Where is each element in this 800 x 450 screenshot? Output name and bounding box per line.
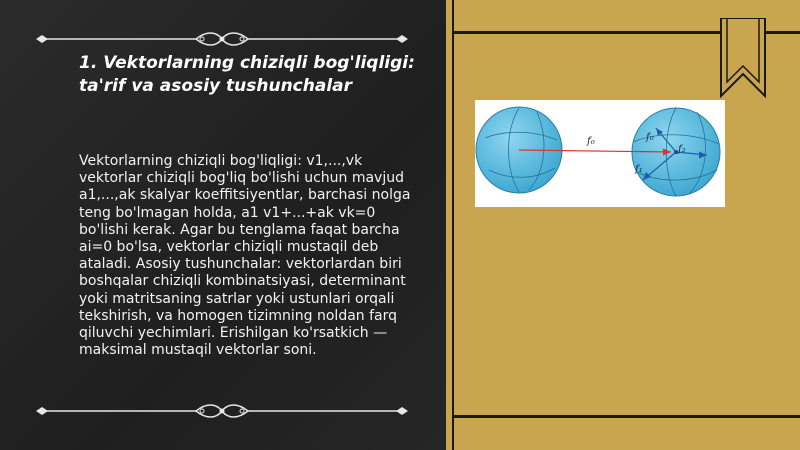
slide-title: 1. Vektorlarning chiziqli bog'liqligi: ta'rif va asosiy tushunchalar: [79, 53, 415, 96]
slide-body: Vektorlarning chiziqli bog'liqligi: v1,...,vk vektorlar chiziqli bog'liq bo'lishi uchun mavjud a1,...,ak skalyar koeffitsiyentlar, barchasi nolga teng bo'lmagan holda, a1 v1+...+ak vk=0 bo'lishi kerak. Agar bu tenglama faqat barcha ai=0 bo'lsa, vektorlar chiziqli mustaqil deb ataladi. Asosiy tushunchalar: vektorlardan biri boshqalar chiziqli kombinatsiyasi, determinant yoki matritsaning satrlar yoki ustunlari orqali tekshirish, va homogen tizimning noldan farq qiluvchi yechimlari. Erishilgan ko'rsatkich — maksimal mustaqil vektorlar soni.: [79, 153, 411, 359]
vector-spheres-figure: [475, 100, 725, 207]
bookmark-ribbon-icon: [718, 18, 768, 98]
label-f1: f₁: [635, 164, 643, 175]
ornamental-rule-bottom-icon: [36, 402, 408, 420]
ornamental-rule-top-icon: [36, 30, 408, 48]
label-f0-mid: f₀: [587, 136, 595, 147]
label-f2: f₂: [678, 144, 686, 155]
label-f0-right: f₀: [646, 132, 654, 143]
